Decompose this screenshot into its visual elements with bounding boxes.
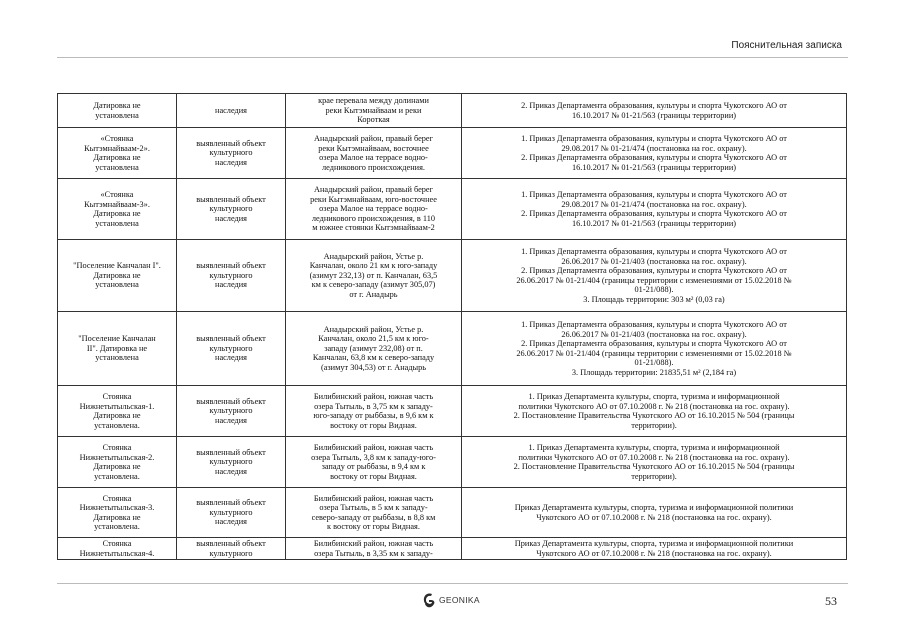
cell-text-line: Билибинский район, южная часть — [313, 539, 434, 548]
cell-text-line: ледникового происхождения. — [322, 162, 425, 172]
table-row — [58, 488, 847, 538]
cell-text-line: установлена. — [94, 420, 140, 430]
cell-text-line: 1. Приказ Департамента образования, культуры и спорта Чукотского АО от — [521, 247, 787, 256]
cell-text-line: Нижнетытыльская-2. — [79, 452, 155, 462]
table-row — [58, 386, 847, 437]
documents-cell — [462, 240, 847, 312]
cell-text-line: Приказ Департамента культуры, спорта, туризма и информационной политики — [514, 503, 794, 512]
cell-text-line: установлена. — [94, 471, 140, 481]
cell-text-line: реки Кытэмнайваам и реки — [325, 105, 422, 115]
cell-text-line: 1. Приказ Департамента культуры, спорта, туризма и информационной — [528, 392, 780, 401]
object-name-cell — [58, 538, 177, 560]
cell-text-line: м южнее стоянки Кытэмнайваам-2 — [312, 223, 435, 233]
cell-text-line: II". Датировка не — [86, 343, 148, 353]
cell-text-line: северо-западу от рыббазы, в 8,8 км — [311, 512, 436, 522]
cell-text-line: Кытэмнайваам-2». — [84, 143, 150, 153]
category-cell — [177, 538, 286, 560]
cell-text-line: Датировка не — [93, 512, 141, 522]
cell-text-line: выявленный объект — [196, 498, 266, 508]
category-cell — [177, 240, 286, 312]
cell-text-line: наследия — [215, 105, 247, 115]
logo-name: GEONIKA — [439, 594, 480, 605]
object-name-cell — [58, 240, 177, 312]
cell-text-line: установлена — [95, 353, 139, 363]
cell-text-line: культурного — [209, 406, 253, 416]
documents-cell — [462, 488, 847, 538]
cell-text-line: Короткая — [357, 115, 390, 125]
cell-text-line: 01-21/088). — [634, 285, 674, 294]
documents-cell — [462, 179, 847, 240]
table-row — [58, 128, 847, 179]
category-cell — [177, 94, 286, 128]
cell-text-line: Датировка не — [93, 209, 141, 218]
cell-text-line: реки Кытэмнайваам, юго-восточнее — [310, 194, 437, 204]
cell-text-line: культурного — [209, 548, 253, 558]
cell-text-line: Стоянка — [102, 493, 132, 503]
cell-text-line: 01-21/088). — [634, 358, 674, 367]
cell-text-line: культурного — [209, 507, 253, 517]
cell-text-line: востоку от горы Видная. — [330, 420, 417, 430]
cell-text-line: установлена — [95, 162, 139, 172]
cell-text-line: наследия — [215, 213, 247, 223]
cell-text-line: Стоянка — [102, 392, 132, 401]
cell-text-line: Датировка не — [93, 411, 141, 420]
heritage-objects-table — [57, 93, 847, 560]
cell-text-line: установлена — [95, 218, 139, 228]
cell-text-line: ледникового происхождения, в 110 — [311, 213, 436, 223]
cell-text-line: территории). — [631, 420, 677, 430]
cell-text-line: западу (азимут 232,08) от п. — [324, 343, 423, 353]
cell-text-line: Датировка не — [93, 270, 141, 280]
cell-text-line: 1. Приказ Департамента культуры, спорта, туризма и информационной — [528, 443, 780, 452]
table-row — [58, 240, 847, 312]
object-name-cell — [58, 437, 177, 488]
location-cell — [286, 94, 462, 128]
cell-text-line: от г. Анадырь — [349, 289, 398, 299]
category-cell — [177, 128, 286, 179]
cell-text-line: культурного — [209, 148, 253, 158]
cell-text-line: культурного — [209, 270, 253, 280]
cell-text-line: Анадырский район, правый берег — [313, 134, 434, 143]
location-cell — [286, 128, 462, 179]
cell-text-line: реки Кытэмнайваам, восточнее — [318, 143, 429, 153]
location-cell — [286, 538, 462, 560]
cell-text-line: озера Малое на террасе водно- — [319, 204, 428, 214]
cell-text-line: Нижнетытыльская-3. — [79, 503, 155, 512]
cell-text-line: 16.10.2017 № 01-21/563 (границы территории) — [571, 162, 737, 172]
cell-text-line: Анадырский район, Устье р. — [323, 324, 424, 334]
cell-text-line: 2. Приказ Департамента образования, культуры и спорта Чукотского АО от — [521, 266, 787, 275]
cell-text-line: 26.06.2017 № 01-21/403 (постановка на гос. охрану). — [561, 256, 747, 266]
category-cell — [177, 488, 286, 538]
cell-text-line: Датировка не — [93, 462, 141, 471]
cell-text-line: к востоку от горы Видная. — [327, 522, 420, 531]
cell-text-line: Датировка не — [93, 101, 141, 110]
cell-text-line: 26.06.2017 № 01-21/404 (границы территории с изменениями от 15.02.2018 № — [516, 275, 792, 285]
cell-text-line: Датировка не — [93, 153, 141, 162]
documents-cell — [462, 538, 847, 560]
cell-text-line: политики Чукотского АО от 07.10.2008 г. № 218 (постановка на гос. охрану). — [518, 452, 790, 462]
object-name-cell — [58, 94, 177, 128]
category-cell — [177, 386, 286, 437]
geonika-logo — [422, 591, 480, 609]
cell-text-line: Чукотского АО от 07.10.2008 г. № 218 (постановка на гос. охрану). — [536, 512, 772, 522]
footer-divider — [57, 583, 848, 584]
cell-text-line: Анадырский район, правый берег — [313, 185, 434, 195]
object-name-cell — [58, 179, 177, 240]
cell-text-line: озера Тытыль, 3,8 км к западу-юго- — [311, 452, 436, 462]
table-row — [58, 94, 847, 128]
document-header-title: Пояснительная записка — [731, 40, 842, 51]
cell-text-line: км к северо-западу (азимут 305,07) — [311, 280, 436, 290]
geonika-logo-icon — [422, 591, 436, 609]
cell-text-line: «Стоянка — [100, 190, 134, 199]
cell-text-line: наследия — [215, 466, 247, 476]
object-name-cell — [58, 128, 177, 179]
documents-cell — [462, 128, 847, 179]
documents-cell — [462, 437, 847, 488]
cell-text-line: 2. Постановление Правительства Чукотского АО от 16.10.2015 № 504 (границы — [513, 411, 795, 420]
cell-text-line: выявленный объект — [196, 396, 266, 406]
location-cell — [286, 312, 462, 386]
cell-text-line: выявленный объект — [196, 194, 266, 204]
cell-text-line: 1. Приказ Департамента образования, культуры и спорта Чукотского АО от — [521, 190, 787, 199]
cell-text-line: озера Малое на террасе водно- — [319, 153, 428, 162]
cell-text-line: «Стоянка — [100, 134, 134, 143]
cell-text-line: 1. Приказ Департамента образования, культуры и спорта Чукотского АО от — [521, 134, 787, 143]
cell-text-line: выявленный объект — [196, 138, 266, 148]
cell-text-line: выявленный объект — [196, 261, 266, 271]
cell-text-line: (азимут 304,53) от г. Анадырь — [320, 362, 427, 372]
cell-text-line: Канчалан, около 21,5 км к юго- — [318, 334, 429, 344]
object-name-cell — [58, 312, 177, 386]
cell-text-line: Канчалан, 63,8 км к северо-западу — [312, 353, 435, 363]
category-cell — [177, 179, 286, 240]
cell-text-line: 2. Постановление Правительства Чукотского АО от 16.10.2015 № 504 (границы — [513, 462, 795, 471]
cell-text-line: Кытэмнайваам-3». — [84, 199, 150, 209]
cell-text-line: "Поселение Канчалан I". — [73, 261, 161, 271]
cell-text-line: 2. Приказ Департамента образования, культуры и спорта Чукотского АО от — [521, 339, 787, 348]
cell-text-line: наследия — [215, 415, 247, 425]
table-row — [58, 312, 847, 386]
cell-text-line: установлена. — [94, 522, 140, 531]
cell-text-line: Нижнетытыльская-1. — [79, 401, 155, 411]
documents-cell — [462, 94, 847, 128]
cell-text-line: востоку от горы Видная. — [330, 471, 417, 481]
cell-text-line: наследия — [215, 353, 247, 363]
cell-text-line: 26.06.2017 № 01-21/404 (границы территории с изменениями от 15.02.2018 № — [516, 348, 792, 358]
cell-text-line: Стоянка — [102, 539, 132, 548]
cell-text-line: Анадырский район, Устье р. — [323, 251, 424, 261]
cell-text-line: выявленный объект — [196, 447, 266, 457]
category-cell — [177, 437, 286, 488]
cell-text-line: Стоянка — [102, 443, 132, 452]
location-cell — [286, 240, 462, 312]
cell-text-line: 3. Площадь территории: 303 м² (0,03 га) — [583, 294, 725, 304]
cell-text-line: Билибинский район, южная часть — [313, 392, 434, 401]
object-name-cell — [58, 488, 177, 538]
cell-text-line: "Поселение Канчалан — [78, 334, 156, 344]
cell-text-line: 29.08.2017 № 01-21/474 (постановка на гос. охрану). — [561, 143, 747, 153]
cell-text-line: территории). — [631, 471, 677, 481]
cell-text-line: Нижнетытыльская-4. — [79, 548, 155, 558]
cell-text-line: культурного — [209, 457, 253, 467]
cell-text-line: озера Тытыль, в 5 км к западу- — [319, 503, 428, 512]
cell-text-line: 16.10.2017 № 01-21/563 (границы территории) — [571, 110, 737, 120]
header-divider — [57, 57, 848, 58]
cell-text-line: выявленный объект — [196, 334, 266, 344]
cell-text-line: 3. Площадь территории: 21835,51 м² (2,184 га) — [571, 367, 737, 377]
cell-text-line: установлена — [95, 280, 139, 290]
cell-text-line: установлена — [95, 110, 139, 120]
cell-text-line: озера Тытыль, в 3,35 км к западу- — [314, 548, 433, 558]
page-number: 53 — [825, 594, 837, 608]
location-cell — [286, 437, 462, 488]
cell-text-line: 2. Приказ Департамента образования, культуры и спорта Чукотского АО от — [521, 209, 787, 218]
cell-text-line: крае перевала между долинами — [318, 96, 429, 106]
cell-text-line: культурного — [209, 343, 253, 353]
cell-text-line: озера Тытыль, в 3,75 км к западу- — [314, 401, 433, 411]
cell-text-line: Приказ Департамента культуры, спорта, туризма и информационной политики — [514, 539, 794, 548]
documents-cell — [462, 312, 847, 386]
cell-text-line: Чукотского АО от 07.10.2008 г. № 218 (постановка на гос. охрану). — [536, 548, 772, 558]
cell-text-line: 16.10.2017 № 01-21/563 (границы территории) — [571, 218, 737, 228]
cell-text-line: политики Чукотского АО от 07.10.2008 г. № 218 (постановка на гос. охрану). — [518, 401, 790, 411]
object-name-cell — [58, 386, 177, 437]
table-row — [58, 538, 847, 560]
cell-text-line: 2. Приказ Департамента образования, культуры и спорта Чукотского АО от — [521, 101, 787, 110]
location-cell — [286, 386, 462, 437]
cell-text-line: юго-западу от рыббазы, в 9,6 км к — [313, 411, 434, 420]
cell-text-line: наследия — [215, 517, 247, 527]
cell-text-line: наследия — [215, 157, 247, 167]
cell-text-line: Канчалан, около 21 км к юго-западу — [309, 261, 438, 271]
documents-cell — [462, 386, 847, 437]
cell-text-line: культурного — [209, 204, 253, 214]
cell-text-line: 1. Приказ Департамента образования, культуры и спорта Чукотского АО от — [521, 320, 787, 329]
cell-text-line: Билибинский район, южная часть — [313, 493, 434, 503]
cell-text-line: западу от рыббазы, в 9,4 км к — [321, 462, 426, 471]
location-cell — [286, 179, 462, 240]
cell-text-line: наследия — [215, 280, 247, 290]
table-row — [58, 437, 847, 488]
cell-text-line: Билибинский район, южная часть — [313, 443, 434, 452]
cell-text-line: 26.06.2017 № 01-21/403 (постановка на гос. охрану). — [561, 329, 747, 339]
cell-text-line: 29.08.2017 № 01-21/474 (постановка на гос. охрану). — [561, 199, 747, 209]
category-cell — [177, 312, 286, 386]
table-row — [58, 179, 847, 240]
cell-text-line: выявленный объект — [196, 539, 266, 548]
cell-text-line: (азимут 232,13) от п. Канчалан, 63,5 — [309, 270, 438, 280]
location-cell — [286, 488, 462, 538]
cell-text-line: 2. Приказ Департамента образования, культуры и спорта Чукотского АО от — [521, 153, 787, 162]
